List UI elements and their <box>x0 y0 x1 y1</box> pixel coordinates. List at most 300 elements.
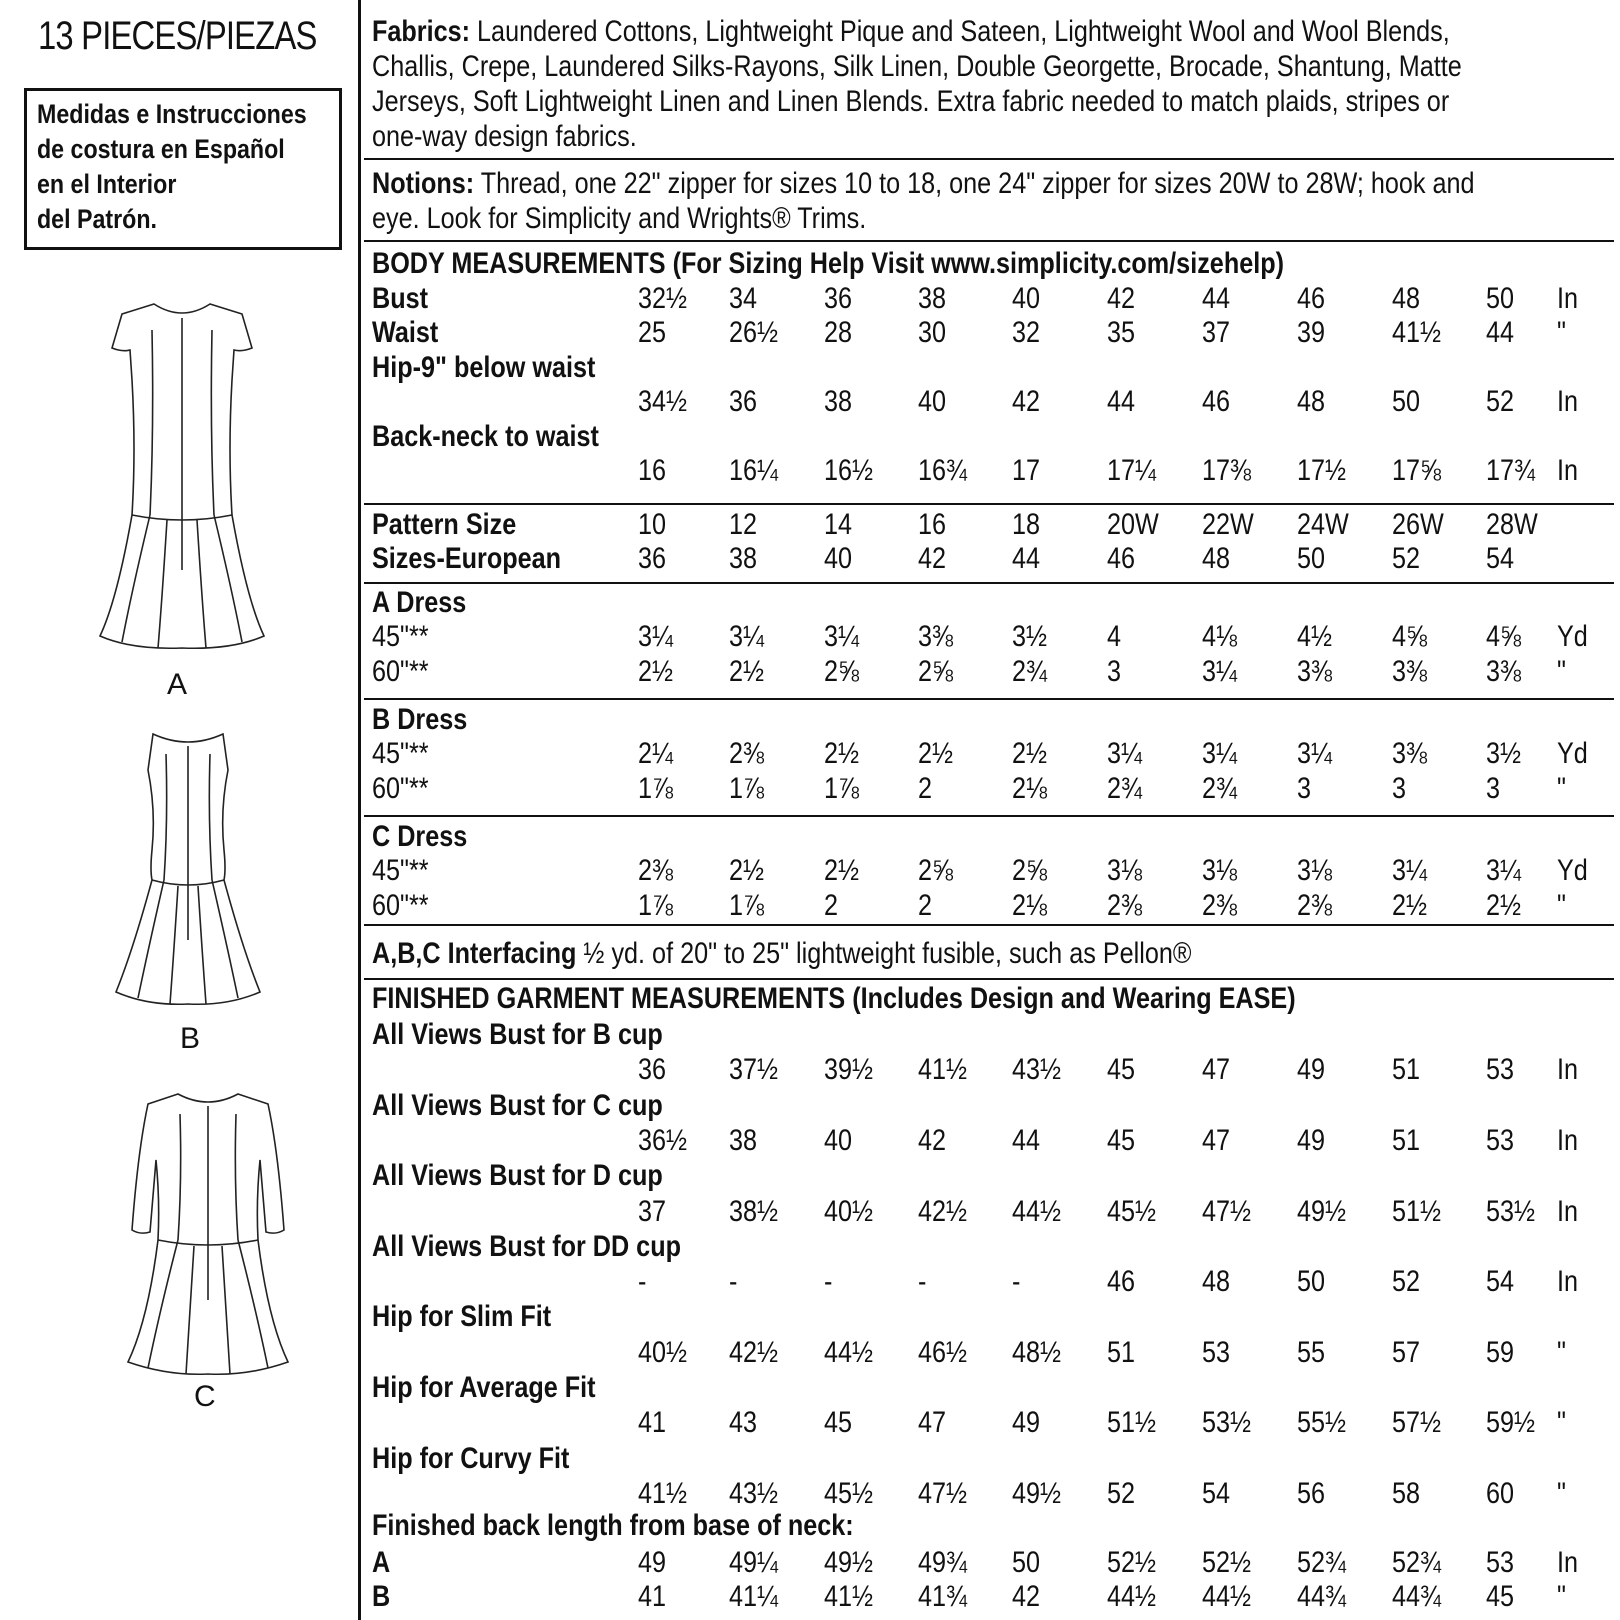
table-cell: 3½ <box>1012 620 1048 653</box>
table-cell: 45½ <box>824 1476 874 1510</box>
dress-section-title: A Dress <box>372 586 467 619</box>
table-cell: 38 <box>918 282 947 315</box>
table-cell: 25 <box>638 316 667 349</box>
table-cell: 50 <box>1486 282 1515 315</box>
table-cell: 49 <box>638 1546 667 1579</box>
table-cell: 3⅛ <box>1202 854 1238 887</box>
table-row <box>372 542 1612 576</box>
table-cell: 46 <box>1297 282 1326 315</box>
table-cell: 43 <box>729 1406 758 1440</box>
table-row <box>372 772 1612 806</box>
table-cell: 4⅛ <box>1202 620 1238 653</box>
table-cell: 2⅜ <box>1297 889 1333 922</box>
table-cell: 51 <box>1107 1335 1136 1369</box>
table-cell: 38 <box>729 1123 758 1157</box>
table-cell: 57½ <box>1392 1406 1442 1440</box>
row-label: 45"** <box>372 854 429 887</box>
row-label: Hip for Slim Fit <box>372 1300 552 1334</box>
table-cell: 2½ <box>638 655 674 688</box>
table-cell: 53 <box>1486 1123 1515 1157</box>
left-panel <box>0 0 360 1620</box>
table-cell: 59 <box>1486 1335 1515 1369</box>
table-cell: 2½ <box>824 854 860 887</box>
row-label: 60"** <box>372 889 429 922</box>
table-cell: 53½ <box>1486 1194 1536 1228</box>
row-label: All Views Bust for B cup <box>372 1018 663 1051</box>
spanish-line: del Patrón. <box>37 204 157 234</box>
table-cell: 41½ <box>638 1476 688 1510</box>
table-cell: 47½ <box>918 1476 968 1510</box>
table-cell: 55 <box>1297 1335 1326 1369</box>
table-cell: 36 <box>638 542 667 575</box>
table-cell: 2⅝ <box>1012 854 1048 887</box>
table-cell: 2¾ <box>1202 772 1238 805</box>
table-cell: 53 <box>1486 1053 1515 1087</box>
table-cell: 14 <box>824 508 853 541</box>
interfacing-text: ½ yd. of 20" to 25" lightweight fusible, such as Pellon® <box>576 937 1192 970</box>
row-label: Sizes-European <box>372 542 562 575</box>
table-cell: 17¼ <box>1107 454 1157 487</box>
table-cell: 44½ <box>1012 1194 1062 1228</box>
table-cell: 22W <box>1202 508 1254 541</box>
unit-label: " <box>1557 772 1566 805</box>
table-cell: 40 <box>824 542 853 575</box>
table-cell: 3⅜ <box>1392 737 1428 770</box>
table-row <box>372 1053 1612 1087</box>
table-cell: - <box>1012 1265 1021 1299</box>
notions-label: Notions: <box>372 167 475 200</box>
unit-label: In <box>1557 1546 1579 1579</box>
notions-paragraph <box>372 166 1612 236</box>
table-row <box>372 316 1612 350</box>
table-cell: 47 <box>1202 1123 1231 1157</box>
view-a-label: A <box>167 668 188 701</box>
divider-line <box>364 924 1614 926</box>
table-cell: 1⅞ <box>729 889 765 922</box>
divider-line <box>364 582 1614 584</box>
table-cell: 4½ <box>1297 620 1333 653</box>
table-row <box>372 508 1612 542</box>
table-cell: 44 <box>1012 542 1041 575</box>
table-cell: 26½ <box>729 316 779 349</box>
table-cell: 24W <box>1297 508 1349 541</box>
table-cell: 40 <box>1012 282 1041 315</box>
fabrics-line: one-way design fabrics. <box>372 120 637 153</box>
table-cell: 2⅝ <box>918 655 954 688</box>
table-cell: 51½ <box>1392 1194 1442 1228</box>
table-cell: 16 <box>918 508 947 541</box>
table-cell: 48 <box>1297 385 1326 418</box>
dress-c-sketch <box>118 1090 298 1390</box>
table-row <box>372 1336 1612 1370</box>
row-label: Bust <box>372 282 429 315</box>
unit-label: Yd <box>1557 854 1588 887</box>
table-cell: 3 <box>1392 772 1407 805</box>
view-b-label: B <box>180 1022 201 1055</box>
interfacing-label: A,B,C Interfacing <box>372 937 577 970</box>
table-cell: 2½ <box>918 737 954 770</box>
row-label: B <box>372 1580 391 1613</box>
fabrics-label: Fabrics: <box>372 15 471 48</box>
table-cell: 2⅜ <box>1202 889 1238 922</box>
table-cell: 56 <box>1297 1476 1326 1510</box>
spanish-instructions-box <box>24 88 342 250</box>
table-cell: 3⅜ <box>1297 655 1333 688</box>
table-cell: 2⅛ <box>1012 772 1048 805</box>
divider-line <box>364 158 1614 160</box>
table-row <box>372 1265 1612 1299</box>
table-row <box>372 1159 1612 1193</box>
table-cell: 2 <box>824 889 839 922</box>
table-cell: 47½ <box>1202 1194 1252 1228</box>
table-row <box>372 1580 1612 1614</box>
table-cell: 46 <box>1107 542 1136 575</box>
table-row <box>372 1477 1612 1511</box>
table-cell: 53 <box>1486 1546 1515 1579</box>
table-cell: 1⅞ <box>638 889 674 922</box>
row-label: 60"** <box>372 772 429 805</box>
table-cell: 4 <box>1107 620 1122 653</box>
table-cell: 3¼ <box>1392 854 1428 887</box>
dress-b-sketch <box>108 730 268 1020</box>
table-cell: 2½ <box>729 854 765 887</box>
table-row <box>372 1195 1612 1229</box>
table-cell: 49½ <box>824 1546 874 1579</box>
table-cell: 2⅝ <box>824 655 860 688</box>
table-cell: 3¼ <box>638 620 674 653</box>
unit-label: " <box>1557 1335 1566 1369</box>
table-cell: 49¼ <box>729 1546 779 1579</box>
row-label: 60"** <box>372 655 429 688</box>
table-cell: 44 <box>1202 282 1231 315</box>
table-cell: 3¼ <box>1202 655 1238 688</box>
table-cell: 3¼ <box>729 620 765 653</box>
table-cell: 46 <box>1202 385 1231 418</box>
table-cell: 48 <box>1202 542 1231 575</box>
table-cell: 2½ <box>824 737 860 770</box>
unit-label: In <box>1557 454 1579 487</box>
table-cell: 3¼ <box>1297 737 1333 770</box>
table-cell: 16 <box>638 454 667 487</box>
dress-section-title: C Dress <box>372 820 468 853</box>
table-cell: - <box>918 1265 927 1299</box>
table-cell: 50 <box>1297 542 1326 575</box>
notions-line: Thread, one 22" zipper for sizes 10 to 18, one 24" zipper for sizes 20W to 28W; hook and <box>474 167 1475 200</box>
row-label: Hip-9" below waist <box>372 351 596 384</box>
table-cell: 41¼ <box>729 1580 779 1613</box>
table-cell: 18 <box>1012 508 1041 541</box>
table-cell: 28 <box>824 316 853 349</box>
table-cell: 42 <box>918 1123 947 1157</box>
table-cell: 3 <box>1486 772 1501 805</box>
table-cell: 49 <box>1297 1123 1326 1157</box>
table-cell: 44¾ <box>1297 1580 1347 1613</box>
table-row <box>372 620 1612 654</box>
unit-label: In <box>1557 1194 1579 1228</box>
table-cell: 32 <box>1012 316 1041 349</box>
table-cell: 1⅞ <box>638 772 674 805</box>
unit-label: In <box>1557 385 1579 418</box>
table-cell: 10 <box>638 508 667 541</box>
column-divider <box>358 0 361 1620</box>
table-cell: 3 <box>1297 772 1312 805</box>
table-cell: 54 <box>1486 1265 1515 1299</box>
table-row <box>372 454 1612 488</box>
row-label: 45"** <box>372 620 429 653</box>
table-row <box>372 351 1612 385</box>
table-row <box>372 1230 1612 1264</box>
table-cell: 4⅝ <box>1486 620 1522 653</box>
table-cell: 17⅝ <box>1392 454 1442 487</box>
table-cell: 45½ <box>1107 1194 1157 1228</box>
table-cell: 52½ <box>1202 1546 1252 1579</box>
table-row <box>372 1371 1612 1405</box>
table-cell: 42 <box>1012 385 1041 418</box>
table-cell: 2⅝ <box>918 854 954 887</box>
table-row <box>372 282 1612 316</box>
table-cell: 49 <box>1012 1406 1041 1440</box>
row-label: Pattern Size <box>372 508 517 541</box>
table-row <box>372 385 1612 419</box>
table-cell: 41½ <box>1392 316 1442 349</box>
table-cell: 44½ <box>1107 1580 1157 1613</box>
divider-line <box>364 978 1614 980</box>
spanish-line: en el Interior <box>37 169 177 199</box>
table-cell: 45 <box>1107 1053 1136 1087</box>
unit-label: " <box>1557 889 1566 922</box>
table-cell: 2½ <box>1486 889 1522 922</box>
table-row <box>372 1124 1612 1158</box>
table-cell: 42 <box>918 542 947 575</box>
table-row <box>372 1442 1612 1476</box>
table-cell: 3¼ <box>824 620 860 653</box>
fabrics-paragraph <box>372 14 1612 154</box>
table-cell: 12 <box>729 508 758 541</box>
table-cell: - <box>824 1265 833 1299</box>
table-cell: 3⅜ <box>918 620 954 653</box>
table-cell: 41¾ <box>918 1580 968 1613</box>
fabrics-line: Challis, Crepe, Laundered Silks-Rayons, Silk Linen, Double Georgette, Brocade, Shantung, Matte <box>372 50 1462 83</box>
table-cell: 48½ <box>1012 1335 1062 1369</box>
row-label: All Views Bust for C cup <box>372 1088 663 1122</box>
body-measurements-title: BODY MEASUREMENTS (For Sizing Help Visit www.simplicity.com/sizehelp) <box>372 247 1285 280</box>
table-cell: 17⅜ <box>1202 454 1252 487</box>
table-cell: 3⅜ <box>1392 655 1428 688</box>
table-cell: 47 <box>1202 1053 1231 1087</box>
row-label: All Views Bust for D cup <box>372 1159 663 1193</box>
table-cell: 16½ <box>824 454 874 487</box>
table-cell: 41 <box>638 1580 667 1613</box>
table-cell: 3⅛ <box>1297 854 1333 887</box>
dress-a-sketch <box>92 300 272 670</box>
table-cell: 28W <box>1486 508 1538 541</box>
table-row <box>372 1089 1612 1123</box>
table-cell: 42 <box>1012 1580 1041 1613</box>
row-label: Hip for Average Fit <box>372 1371 596 1404</box>
table-cell: 17 <box>1012 454 1041 487</box>
table-row <box>372 1018 1612 1052</box>
table-cell: 40 <box>824 1123 853 1157</box>
table-cell: 46½ <box>918 1335 968 1369</box>
table-cell: 40½ <box>824 1194 874 1228</box>
unit-label: In <box>1557 1265 1579 1299</box>
table-cell: 2⅜ <box>638 854 674 887</box>
row-label: Waist <box>372 316 439 349</box>
table-cell: 36½ <box>638 1123 688 1157</box>
table-cell: 36 <box>638 1053 667 1087</box>
table-cell: 40½ <box>638 1335 688 1369</box>
unit-label: Yd <box>1557 620 1588 653</box>
table-row <box>372 737 1612 771</box>
table-cell: 3½ <box>1486 737 1522 770</box>
table-cell: 50 <box>1297 1265 1326 1299</box>
table-cell: 50 <box>1012 1546 1041 1579</box>
table-cell: 44¾ <box>1392 1580 1442 1613</box>
table-cell: 41½ <box>824 1580 874 1613</box>
unit-label: In <box>1557 1123 1579 1157</box>
table-cell: 2 <box>918 772 933 805</box>
table-cell: 38 <box>824 385 853 418</box>
table-cell: 52 <box>1392 542 1421 575</box>
table-cell: 51½ <box>1107 1406 1157 1440</box>
table-cell: 43½ <box>729 1476 779 1510</box>
unit-label: " <box>1557 1476 1566 1510</box>
table-cell: - <box>638 1265 647 1299</box>
table-cell: 1⅞ <box>824 772 860 805</box>
table-row <box>372 854 1612 888</box>
table-cell: 36 <box>729 385 758 418</box>
table-cell: 52 <box>1486 385 1515 418</box>
table-cell: 49½ <box>1012 1476 1062 1510</box>
table-cell: 58 <box>1392 1476 1421 1510</box>
table-cell: 35 <box>1107 316 1136 349</box>
spanish-line: de costura en Español <box>37 134 285 164</box>
table-cell: 44½ <box>1202 1580 1252 1613</box>
unit-label: " <box>1557 1580 1566 1613</box>
table-cell: 2¼ <box>638 737 674 770</box>
table-cell: 46 <box>1107 1265 1136 1299</box>
table-cell: 20W <box>1107 508 1159 541</box>
table-cell: 49 <box>1297 1053 1326 1087</box>
table-cell: 37 <box>1202 316 1231 349</box>
table-cell: 30 <box>918 316 947 349</box>
table-cell: 52 <box>1107 1476 1136 1510</box>
table-cell: 50 <box>1392 385 1421 418</box>
unit-label: In <box>1557 282 1579 315</box>
table-cell: 48 <box>1202 1265 1231 1299</box>
table-cell: 52 <box>1392 1265 1421 1299</box>
table-cell: 2¾ <box>1107 772 1143 805</box>
table-cell: 52¾ <box>1297 1546 1347 1579</box>
row-label: A <box>372 1546 391 1579</box>
row-label: All Views Bust for DD cup <box>372 1229 681 1263</box>
table-cell: 38½ <box>729 1194 779 1228</box>
table-cell: 34 <box>729 282 758 315</box>
table-cell: 2⅜ <box>1107 889 1143 922</box>
table-row <box>372 655 1612 689</box>
divider-line <box>364 503 1614 505</box>
table-cell: 53½ <box>1202 1406 1252 1440</box>
pieces-count: 13 PIECES/PIEZAS <box>38 14 317 58</box>
table-cell: 16¾ <box>918 454 968 487</box>
table-row <box>372 1300 1612 1334</box>
table-cell: 34½ <box>638 385 688 418</box>
table-cell: 2½ <box>1392 889 1428 922</box>
fabrics-line: Jerseys, Soft Lightweight Linen and Linen Blends. Extra fabric needed to match plaids, stripes or <box>372 85 1450 118</box>
table-cell: 41½ <box>918 1053 968 1087</box>
table-cell: 2⅜ <box>729 737 765 770</box>
table-cell: 2⅛ <box>1012 889 1048 922</box>
table-cell: 17½ <box>1297 454 1347 487</box>
unit-label: " <box>1557 1406 1566 1440</box>
table-row <box>372 1546 1612 1580</box>
table-cell: 44 <box>1107 385 1136 418</box>
table-cell: 54 <box>1202 1476 1231 1510</box>
table-cell: 42½ <box>729 1335 779 1369</box>
table-cell: 1⅞ <box>729 772 765 805</box>
unit-label: " <box>1557 316 1566 349</box>
table-cell: 3¼ <box>1486 854 1522 887</box>
table-cell: 47 <box>918 1406 947 1440</box>
divider-line <box>364 240 1614 242</box>
table-cell: 51 <box>1392 1053 1421 1087</box>
fabrics-line: Laundered Cottons, Lightweight Pique and Sateen, Lightweight Wool and Wool Blends, <box>470 15 1450 48</box>
table-cell: 39 <box>1297 316 1326 349</box>
unit-label: " <box>1557 655 1566 688</box>
table-cell: 2½ <box>729 655 765 688</box>
view-c-label: C <box>194 1380 216 1413</box>
table-cell: 44½ <box>824 1335 874 1369</box>
table-cell: 48 <box>1392 282 1421 315</box>
spanish-line: Medidas e Instrucciones <box>37 99 307 129</box>
table-cell: 3¼ <box>1202 737 1238 770</box>
table-cell: 52¾ <box>1392 1546 1442 1579</box>
row-label: Back-neck to waist <box>372 420 599 453</box>
table-row <box>372 889 1612 923</box>
table-cell: 53 <box>1202 1335 1231 1369</box>
table-cell: 54 <box>1486 542 1515 575</box>
table-cell: 45 <box>1107 1123 1136 1157</box>
table-cell: 4⅝ <box>1392 620 1428 653</box>
table-cell: 57 <box>1392 1335 1421 1369</box>
table-cell: 44 <box>1012 1123 1041 1157</box>
divider-line <box>364 698 1614 700</box>
table-cell: 51 <box>1392 1123 1421 1157</box>
table-cell: 2 <box>918 889 933 922</box>
table-row <box>372 420 1612 454</box>
table-cell: 16¼ <box>729 454 779 487</box>
table-cell: 55½ <box>1297 1406 1347 1440</box>
table-cell: 3¼ <box>1107 737 1143 770</box>
table-cell: 3⅜ <box>1486 655 1522 688</box>
table-cell: 42½ <box>918 1194 968 1228</box>
table-cell: 45 <box>1486 1580 1515 1613</box>
finished-measurements-title: FINISHED GARMENT MEASUREMENTS (Includes Design and Wearing EASE) <box>372 982 1296 1015</box>
table-cell: 59½ <box>1486 1406 1536 1440</box>
table-cell: 42 <box>1107 282 1136 315</box>
table-cell: 52½ <box>1107 1546 1157 1579</box>
table-cell: 32½ <box>638 282 688 315</box>
table-cell: 60 <box>1486 1476 1515 1510</box>
table-cell: 45 <box>824 1406 853 1440</box>
table-cell: 41 <box>638 1406 667 1440</box>
back-length-title: Finished back length from base of neck: <box>372 1509 854 1542</box>
table-cell: 3⅛ <box>1107 854 1143 887</box>
table-cell: 49½ <box>1297 1194 1347 1228</box>
table-cell: - <box>729 1265 738 1299</box>
table-cell: 2¾ <box>1012 655 1048 688</box>
table-cell: 3 <box>1107 655 1122 688</box>
